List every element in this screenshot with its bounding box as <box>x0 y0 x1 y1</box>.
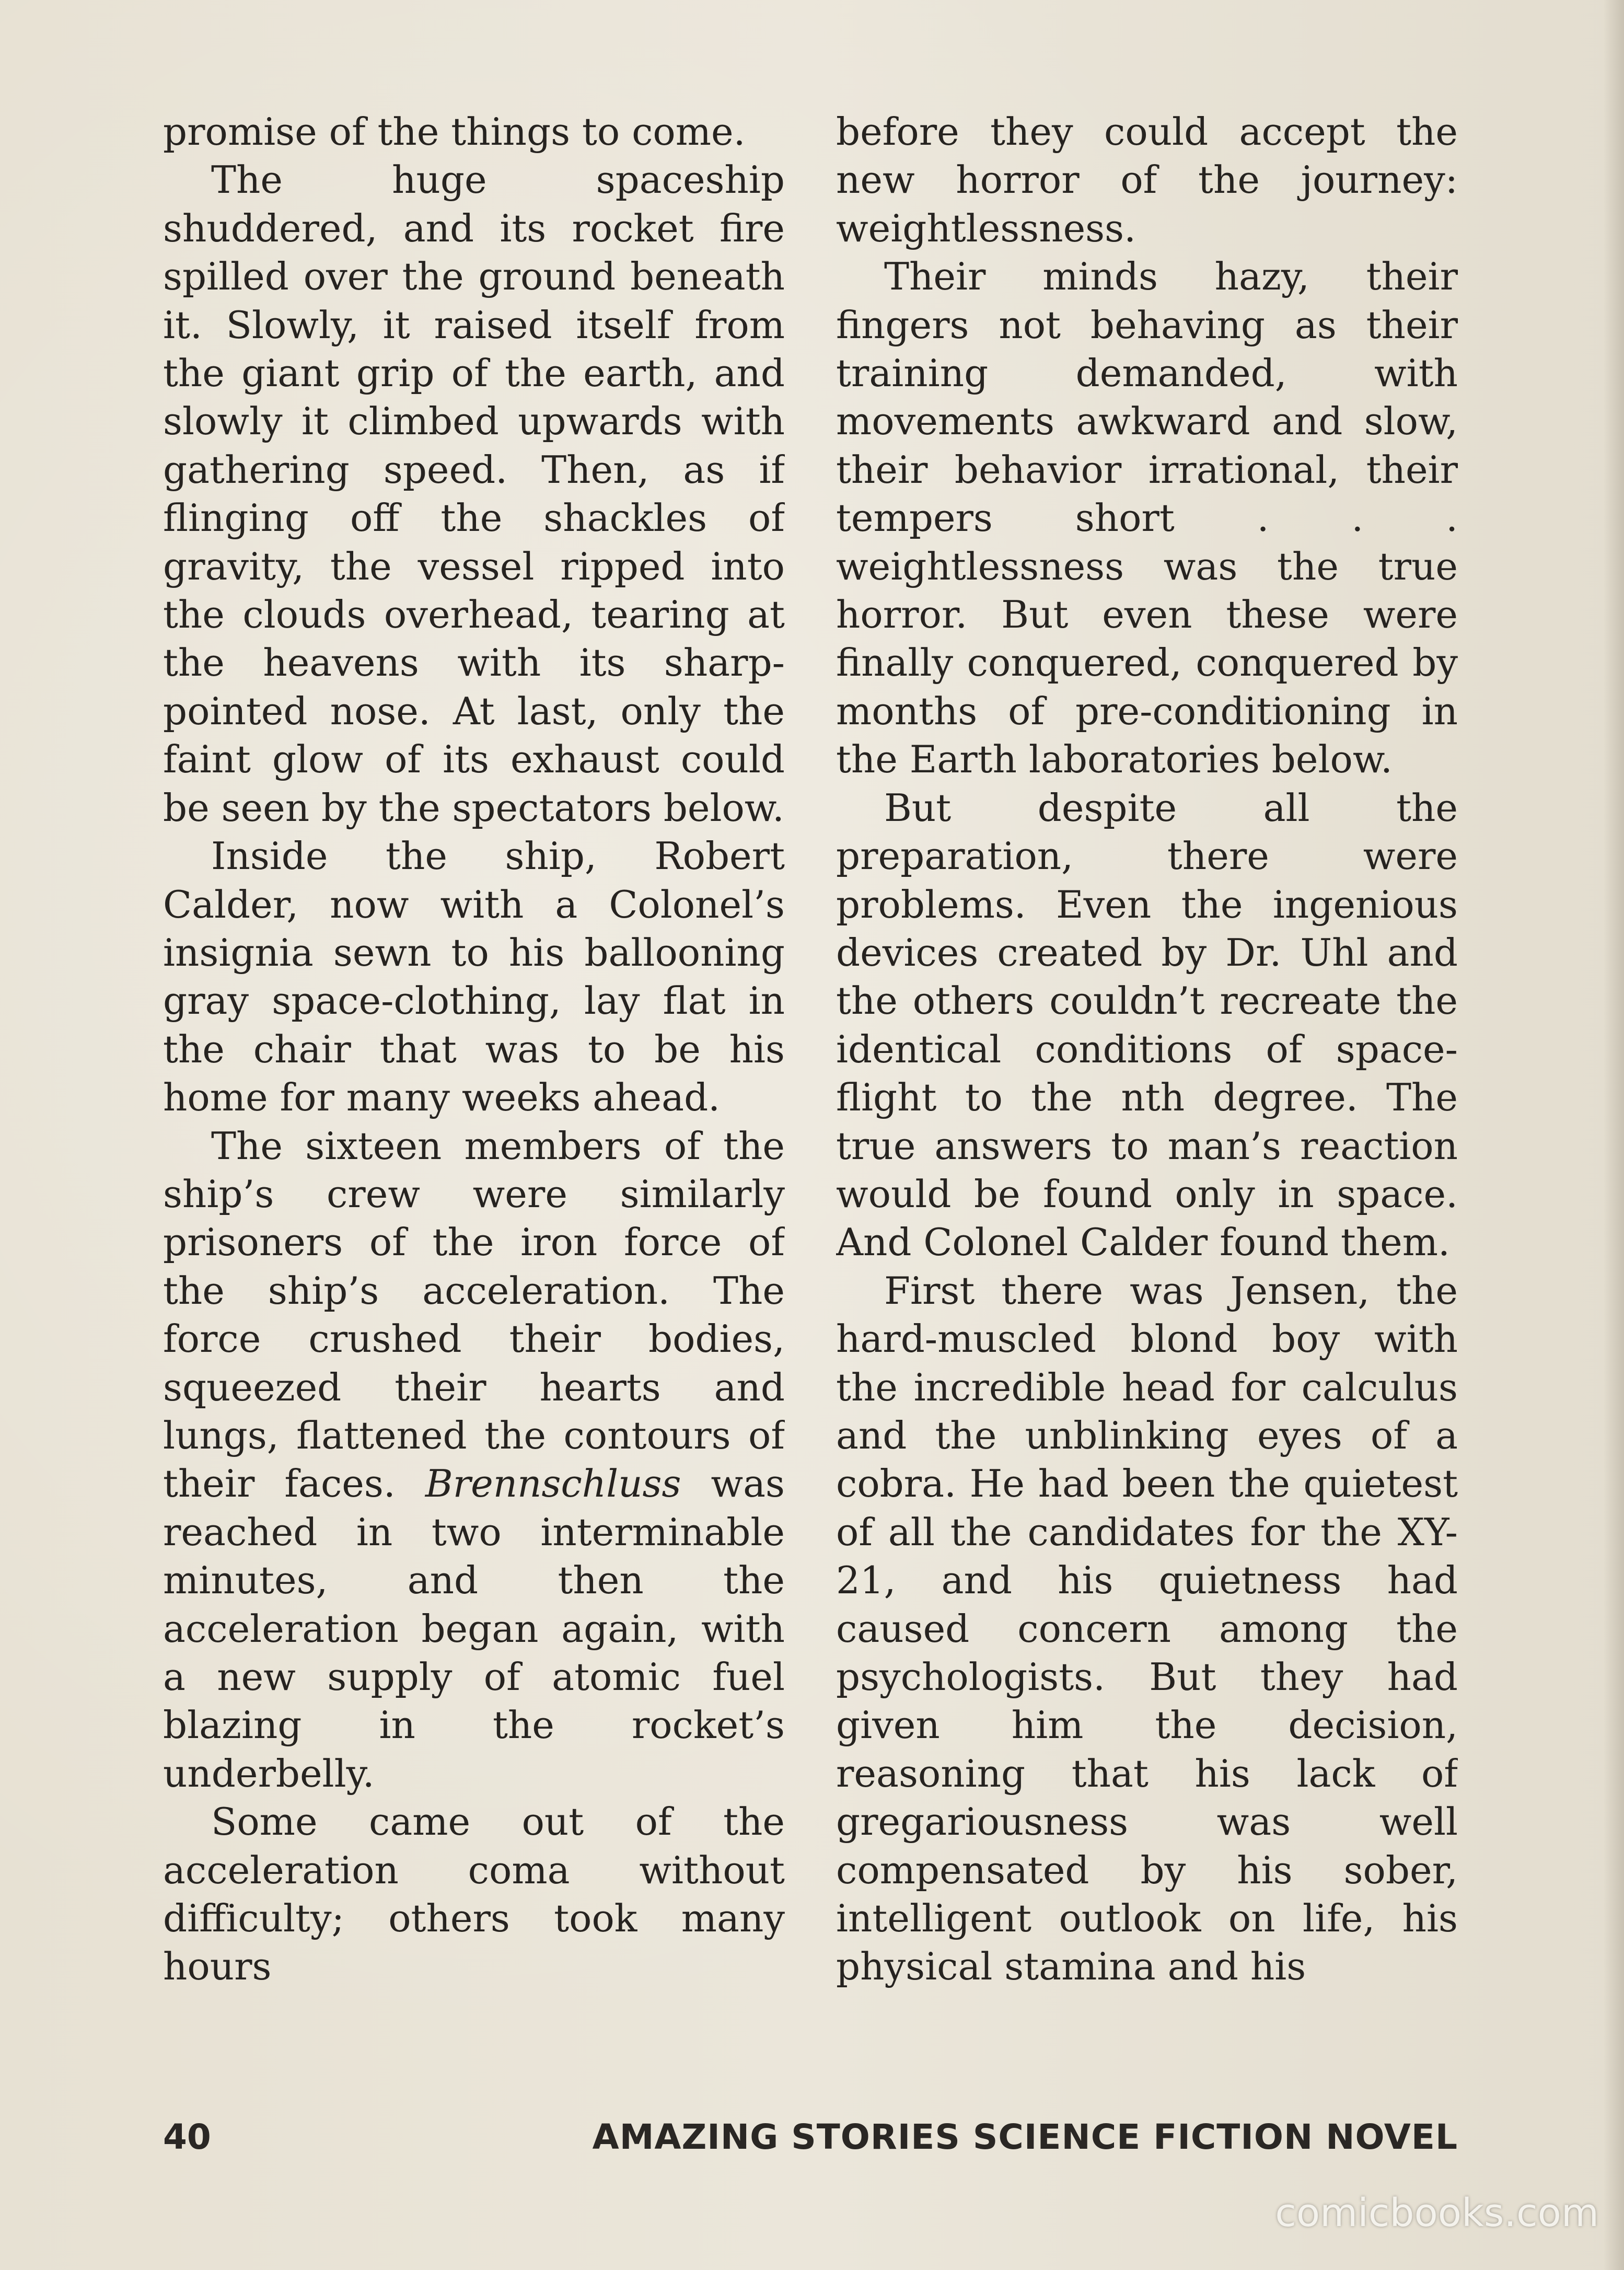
paragraph: Their minds hazy, their fingers not behaving as their training demanded, with movements awkward and slow, their behavior irrational, their tempers short . . . weightlessness was the true horror. But even these were finally conquered, conquered by months of pre-conditioning in the Earth laboratories below. <box>836 254 1458 782</box>
page-edge-shadow <box>1603 0 1624 2270</box>
page-number: 40 <box>163 2117 211 2157</box>
paragraph: Inside the ship, Robert Calder, now with a Colonel’s insignia sewn to his ballooning gray space-clothing, lay flat in the chair that was to be his home for many weeks ahead. <box>163 834 785 1120</box>
running-title: AMAZING STORIES SCIENCE FICTION NOVEL <box>592 2117 1458 2157</box>
paragraph: But despite all the preparation, there were problems. Even the ingenious devices created by Dr. Uhl and the others couldn’t recreate the identical conditions of space-flight to the nth degree. The true answers to man’s reaction would be found only in space. And Colonel Calder found them. <box>836 785 1458 1265</box>
paragraph: promise of the things to come. <box>163 110 746 154</box>
site-watermark: comicbooks.com <box>1275 2191 1599 2236</box>
page-footer <box>163 2111 1458 2163</box>
paragraph: The huge spaceship shuddered, and its rocket fire spilled over the ground beneath it. Slowly, it raised itself from the giant grip of the earth, and slowly it climbed upwards with gathering speed. Then, as if flinging off the shackles of gravity, the vessel ripped into the clouds overhead, tearing at the heavens with its sharp-pointed nose. At last, only the faint glow of its exhaust could be seen by the spectators below. <box>163 158 785 830</box>
paragraph: Some came out of the acceleration coma without difficulty; others took many hours <box>163 1800 785 1989</box>
paragraph-text: The sixteen members of the ship’s crew were similarly prisoners of the iron force of the ship’s acceleration. The force crushed their bodies, squeezed their hearts and lungs, flattened the contours of their faces. <box>163 1124 785 1506</box>
paragraph: before they could accept the new horror of the journey: weightlessness. <box>836 110 1458 250</box>
paragraph-text: was reached in two interminable minutes, and then the acceleration began again, with a new supply of atomic fuel blazing in the rocket’s underbelly. <box>163 1462 785 1796</box>
paragraph <box>163 1122 785 1798</box>
paragraph: First there was Jensen, the hard-muscled blond boy with the incredible head for calculus and the unblinking eyes of a cobra. He had been the quietest of all the candidates for the XY-21, and his quietness had caused concern among the psychologists. But they had given him the decision, reasoning that his lack of gregariousness was well compensated by his sober, intelligent outlook on life, his physical stamina and his <box>836 1268 1458 1989</box>
left-text-column <box>163 108 785 2093</box>
right-text-column <box>836 108 1458 2093</box>
italic-term: Brennschluss <box>425 1462 681 1506</box>
